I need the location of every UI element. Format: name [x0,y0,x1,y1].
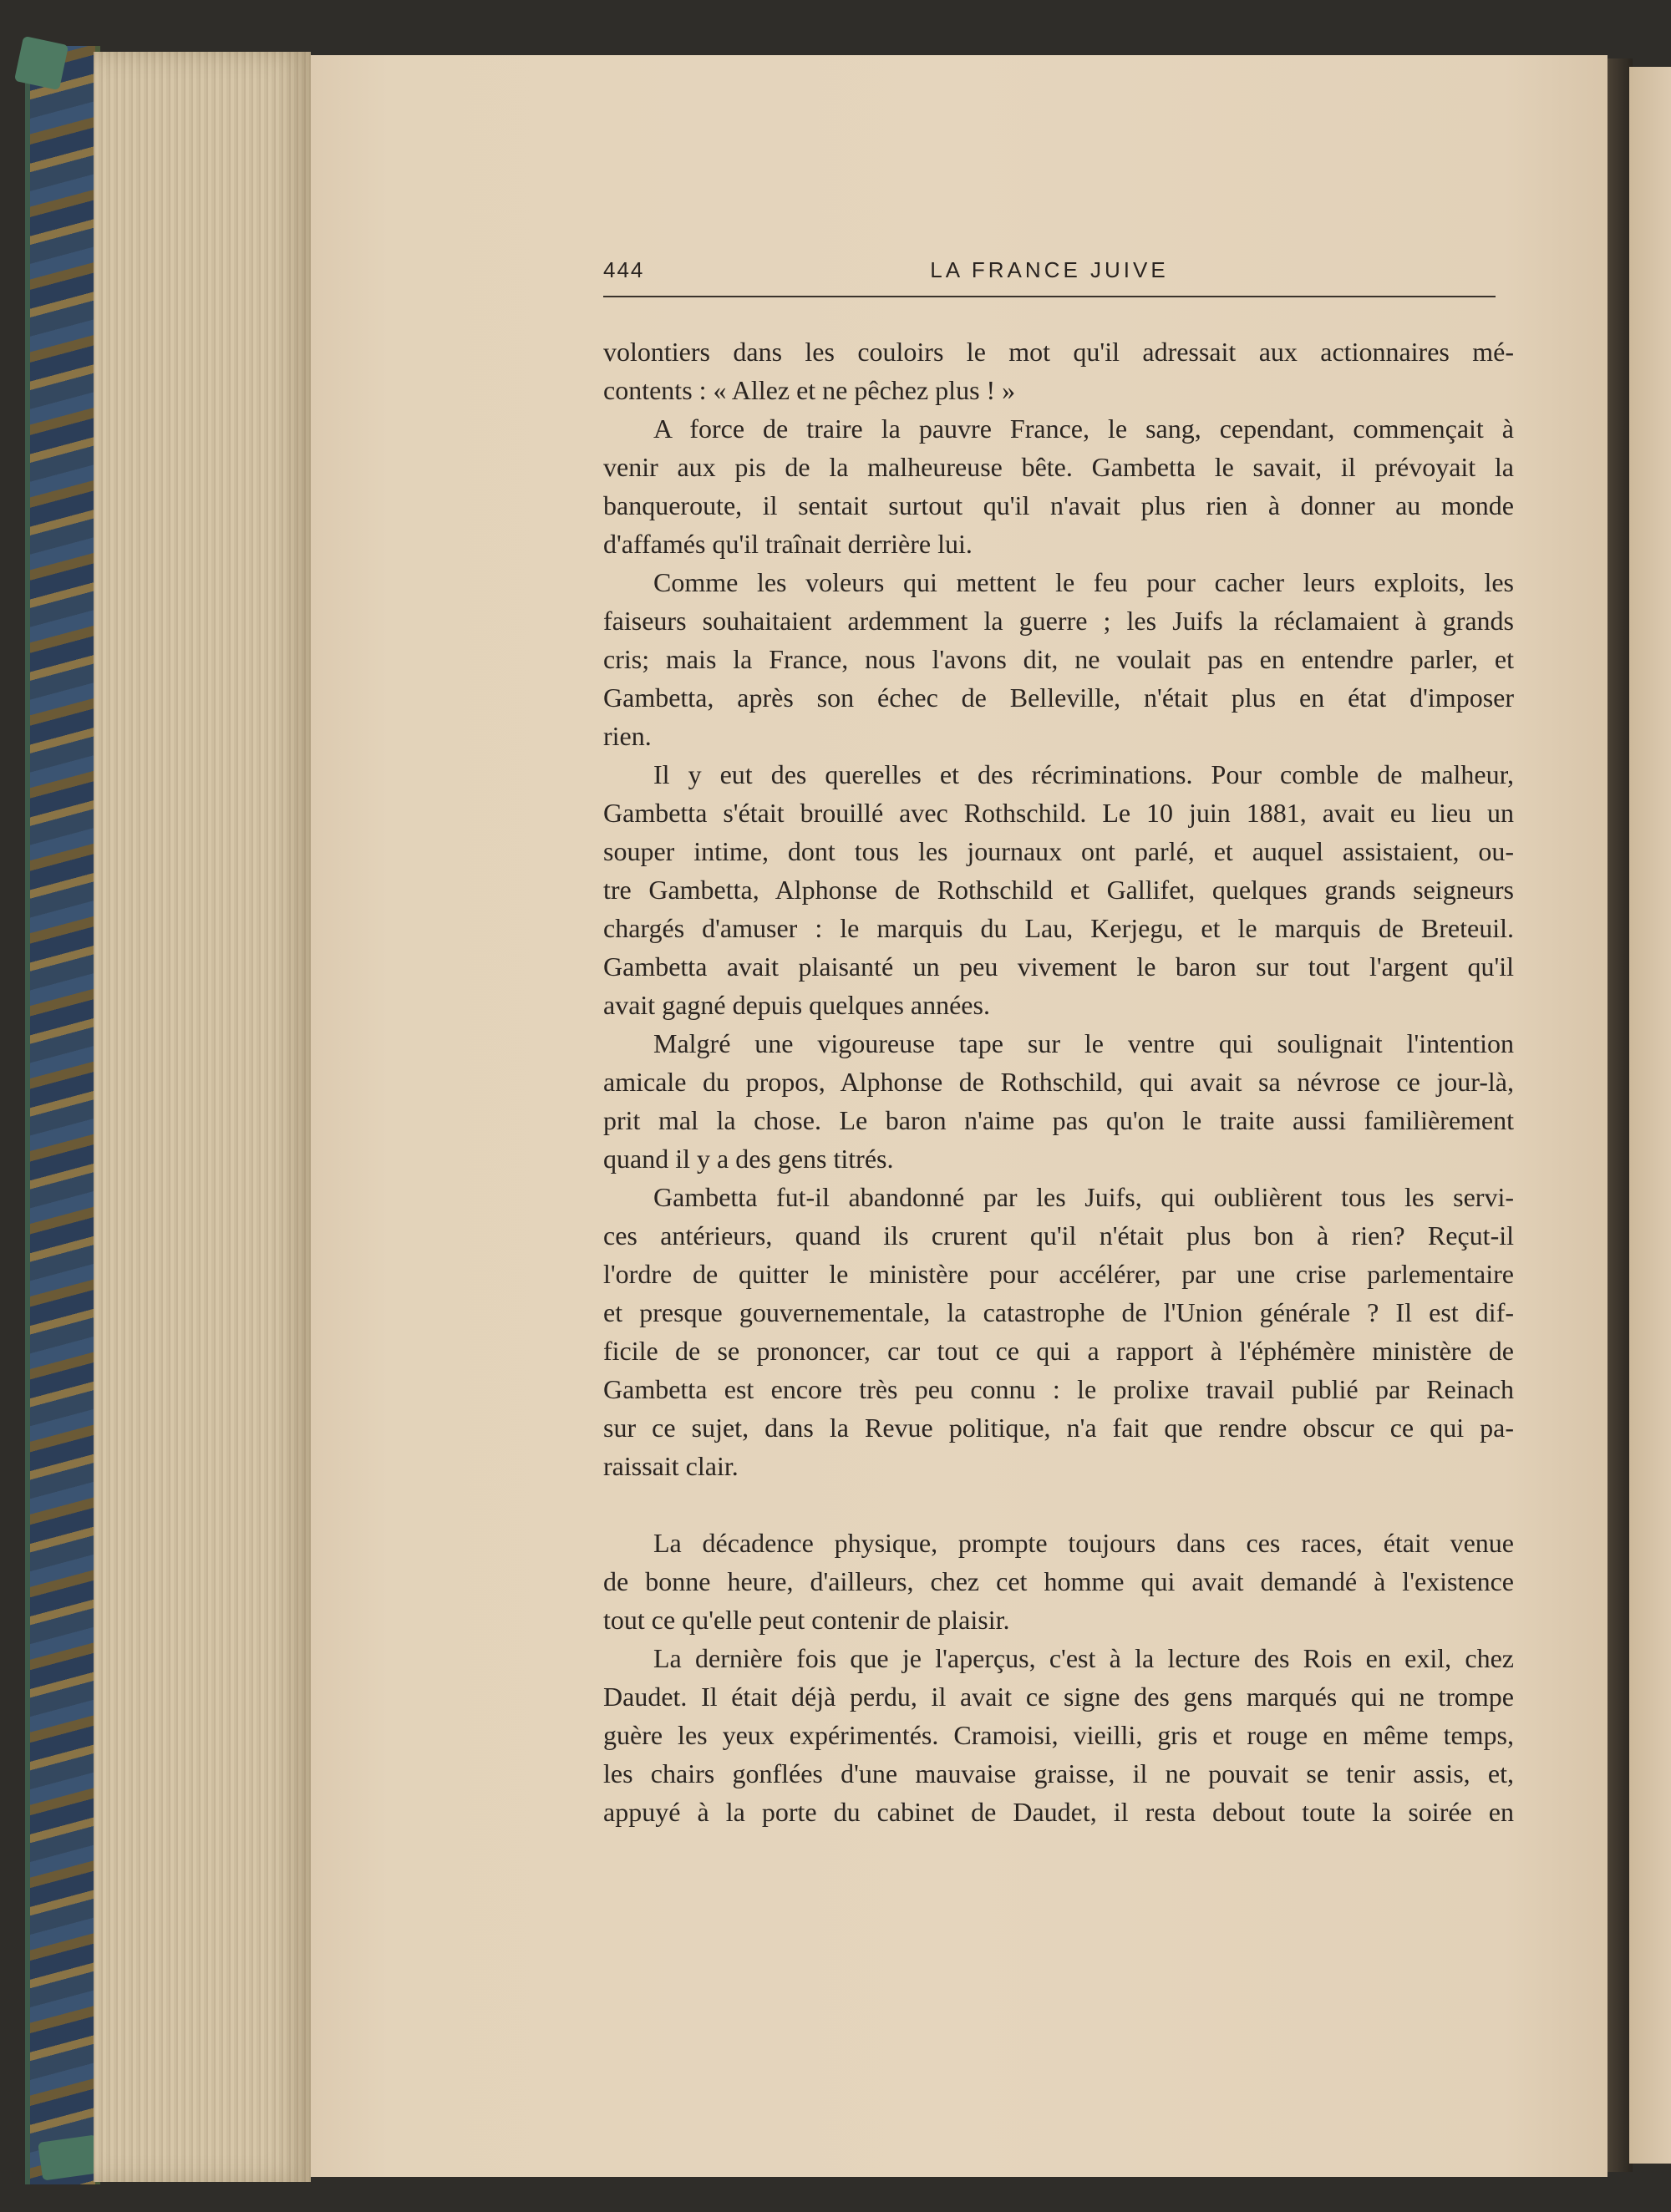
text-line: guère les yeux expérimentés. Cramoisi, vieilli, gris et rouge en même temps, [603,1720,1514,1750]
text-line: de bonne heure, d'ailleurs, chez cet homme qui avait demandé à l'existence [603,1566,1514,1596]
text-line: volontiers dans les couloirs le mot qu'il adressait aux actionnaires mé- [603,337,1514,367]
running-head [603,257,1496,299]
text-line: faiseurs souhaitaient ardemment la guerre ; les Juifs la réclamaient à grands [603,606,1514,636]
text-line: souper intime, dont tous les journaux ont parlé, et auquel assistaient, ou- [603,836,1514,866]
text-line: rien. [603,721,652,751]
text-line: Gambetta est encore très peu connu : le prolixe travail publié par Reinach [603,1374,1514,1404]
text-line: Gambetta s'était brouillé avec Rothschild. Le 10 juin 1881, avait eu lieu un [603,798,1514,828]
text-line: La dernière fois que je l'aperçus, c'est à la lecture des Rois en exil, chez [653,1643,1514,1673]
text-line: quand il y a des gens titrés. [603,1144,894,1174]
text-line: Malgré une vigoureuse tape sur le ventre qui soulignait l'intention [653,1028,1514,1058]
text-line: appuyé à la porte du cabinet de Daudet, il resta debout toute la soirée en [603,1797,1514,1827]
paragraph-break [603,1485,1514,1524]
page-number: 444 [603,257,645,282]
text-line: sur ce sujet, dans la Revue politique, n'a fait que rendre obscur ce qui pa- [603,1413,1514,1443]
text-line: tout ce qu'elle peut contenir de plaisir. [603,1605,1010,1635]
text-line: Gambetta avait plaisanté un peu vivement le baron sur tout l'argent qu'il [603,951,1514,982]
text-line: d'affamés qu'il traînait derrière lui. [603,529,973,559]
text-line: Daudet. Il était déjà perdu, il avait ce signe des gens marqués qui ne trompe [603,1682,1514,1712]
text-line: prit mal la chose. Le baron n'aime pas qu'on le traite aussi familièrement [603,1105,1514,1135]
marbled-spine [25,46,100,2184]
text-line: tre Gambetta, Alphonse de Rothschild et Gallifet, quelques grands seigneurs [603,875,1514,905]
next-page-edge [1629,67,1671,2164]
text-line: ces antérieurs, quand ils crurent qu'il n'était plus bon à rien? Reçut-il [603,1220,1514,1251]
body-text [603,332,1514,1831]
text-line: ficile de se prononcer, car tout ce qui a rapport à l'éphémère ministère de [603,1336,1514,1366]
text-line: amicale du propos, Alphonse de Rothschild, qui avait sa névrose ce jour-là, [603,1067,1514,1097]
text-line: cris; mais la France, nous l'avons dit, ne voulait pas en entendre parler, et [603,644,1514,674]
text-line: venir aux pis de la malheureuse bête. Gambetta le savait, il prévoyait la [603,452,1514,482]
text-line: Gambetta, après son échec de Belleville, n'était plus en état d'imposer [603,682,1514,713]
text-line: l'ordre de quitter le ministère pour accélérer, par une crise parlementaire [603,1259,1514,1289]
text-line: contents : « Allez et ne pêchez plus ! » [603,375,1016,405]
header-rule [603,296,1496,297]
page-edges [94,52,311,2182]
text-line: avait gagné depuis quelques années. [603,990,990,1020]
text-line: raissait clair. [603,1451,739,1481]
text-line: chargés d'amuser : le marquis du Lau, Kerjegu, et le marquis de Breteuil. [603,913,1514,943]
cover-corner-bottom [38,2134,101,2180]
text-line: les chairs gonflées d'une mauvaise graisse, il ne pouvait se tenir assis, et, [603,1758,1514,1788]
cover-corner-top [14,36,69,90]
text-line: banqueroute, il sentait surtout qu'il n'avait plus rien à donner au monde [603,490,1514,520]
text-line: A force de traire la pauvre France, le sang, cependant, commençait à [653,413,1514,444]
text-line: La décadence physique, prompte toujours dans ces races, était venue [653,1528,1514,1558]
text-line: Gambetta fut-il abandonné par les Juifs, qui oublièrent tous les servi- [653,1182,1514,1212]
text-line: Il y eut des querelles et des récriminations. Pour comble de malheur, [653,759,1514,789]
book-title: LA FRANCE JUIVE [930,257,1169,282]
text-line: et presque gouvernementale, la catastrophe de l'Union générale ? Il est dif- [603,1297,1514,1327]
text-line: Comme les voleurs qui mettent le feu pour cacher leurs exploits, les [653,567,1514,597]
